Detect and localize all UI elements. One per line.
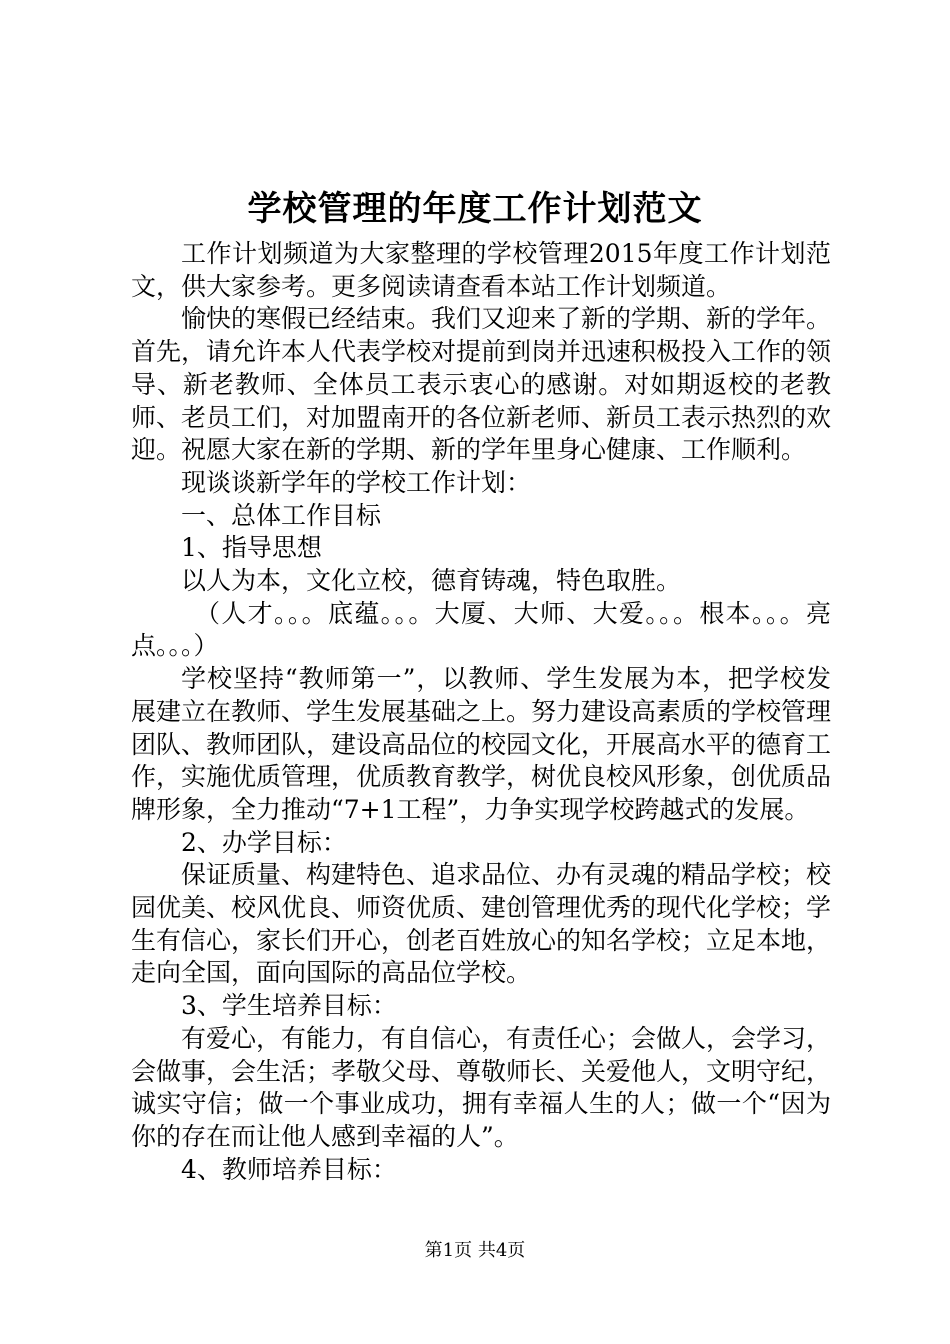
welcome-paragraph: 愉快的寒假已经结束。我们又迎来了新的学期、新的学年。首先，请允许本人代表学校对提前到岗并迅速积极投入工作的领导、新老教师、全体员工表示衷心的感谢。对如期返校的老教师、老员工们，对加盟南开的各位新老师、新员工表示热烈的欢迎。祝愿大家在新的学期、新的学年里身心健康、工作顺利。 [131,304,832,465]
motto-paragraph: 以人为本，文化立校，德育铸魂，特色取胜。 [181,566,682,596]
subheading-guiding-thought: 1、指导思想 [181,533,322,563]
document-body [131,238,831,1186]
subheading-school-goals: 2、办学目标： [181,827,347,857]
keywords-paragraph: （人才。。。底蕴。。。大厦、大师、大爱。。。根本。。。亮点。。。） [131,598,831,661]
school-goals-paragraph: 保证质量、构建特色、追求品位、办有灵魂的精品学校；校园优美、校风优良、师资优质、建创管理优秀的现代化学校；学生有信心，家长们开心，创老百姓放心的知名学校；立足本地，走向全国，面向国际的高品位学校。 [131,860,832,988]
subheading-student-goals: 3、学生培养目标： [181,991,397,1021]
plan-intro-paragraph: 现谈谈新学年的学校工作计划： [181,467,532,497]
subheading-teacher-goals: 4、教师培养目标： [181,1154,397,1184]
document-title: 学校管理的年度工作计划范文 [247,189,703,229]
student-goals-paragraph: 有爱心，有能力，有自信心，有责任心；会做人，会学习，会做事，会生活；孝敬父母、尊敬师长、关爱他人，文明守纪，诚实守信；做一个事业成功，拥有幸福人生的人；做一个“因为你的存在而让他人感到幸福的人”。 [131,1023,832,1151]
school-policy-paragraph: 学校坚持“教师第一”，以教师、学生发展为本，把学校发展建立在教师、学生发展基础之上。努力建设高素质的学校管理团队、教师团队，建设高品位的校园文化，开展高水平的德育工作，实施优质管理，优质教育教学，树优良校风形象，创优质品牌形象，全力推动“7+1工程”，力争实现学校跨越式的发展。 [131,664,832,824]
intro-paragraph: 工作计划频道为大家整理的学校管理2015年度工作计划范文，供大家参考。更多阅读请查看本站工作计划频道。 [131,239,831,301]
page-footer: 第1页 共4页 [424,1240,526,1261]
section-heading-overall-goals: 一、总体工作目标 [181,500,382,530]
